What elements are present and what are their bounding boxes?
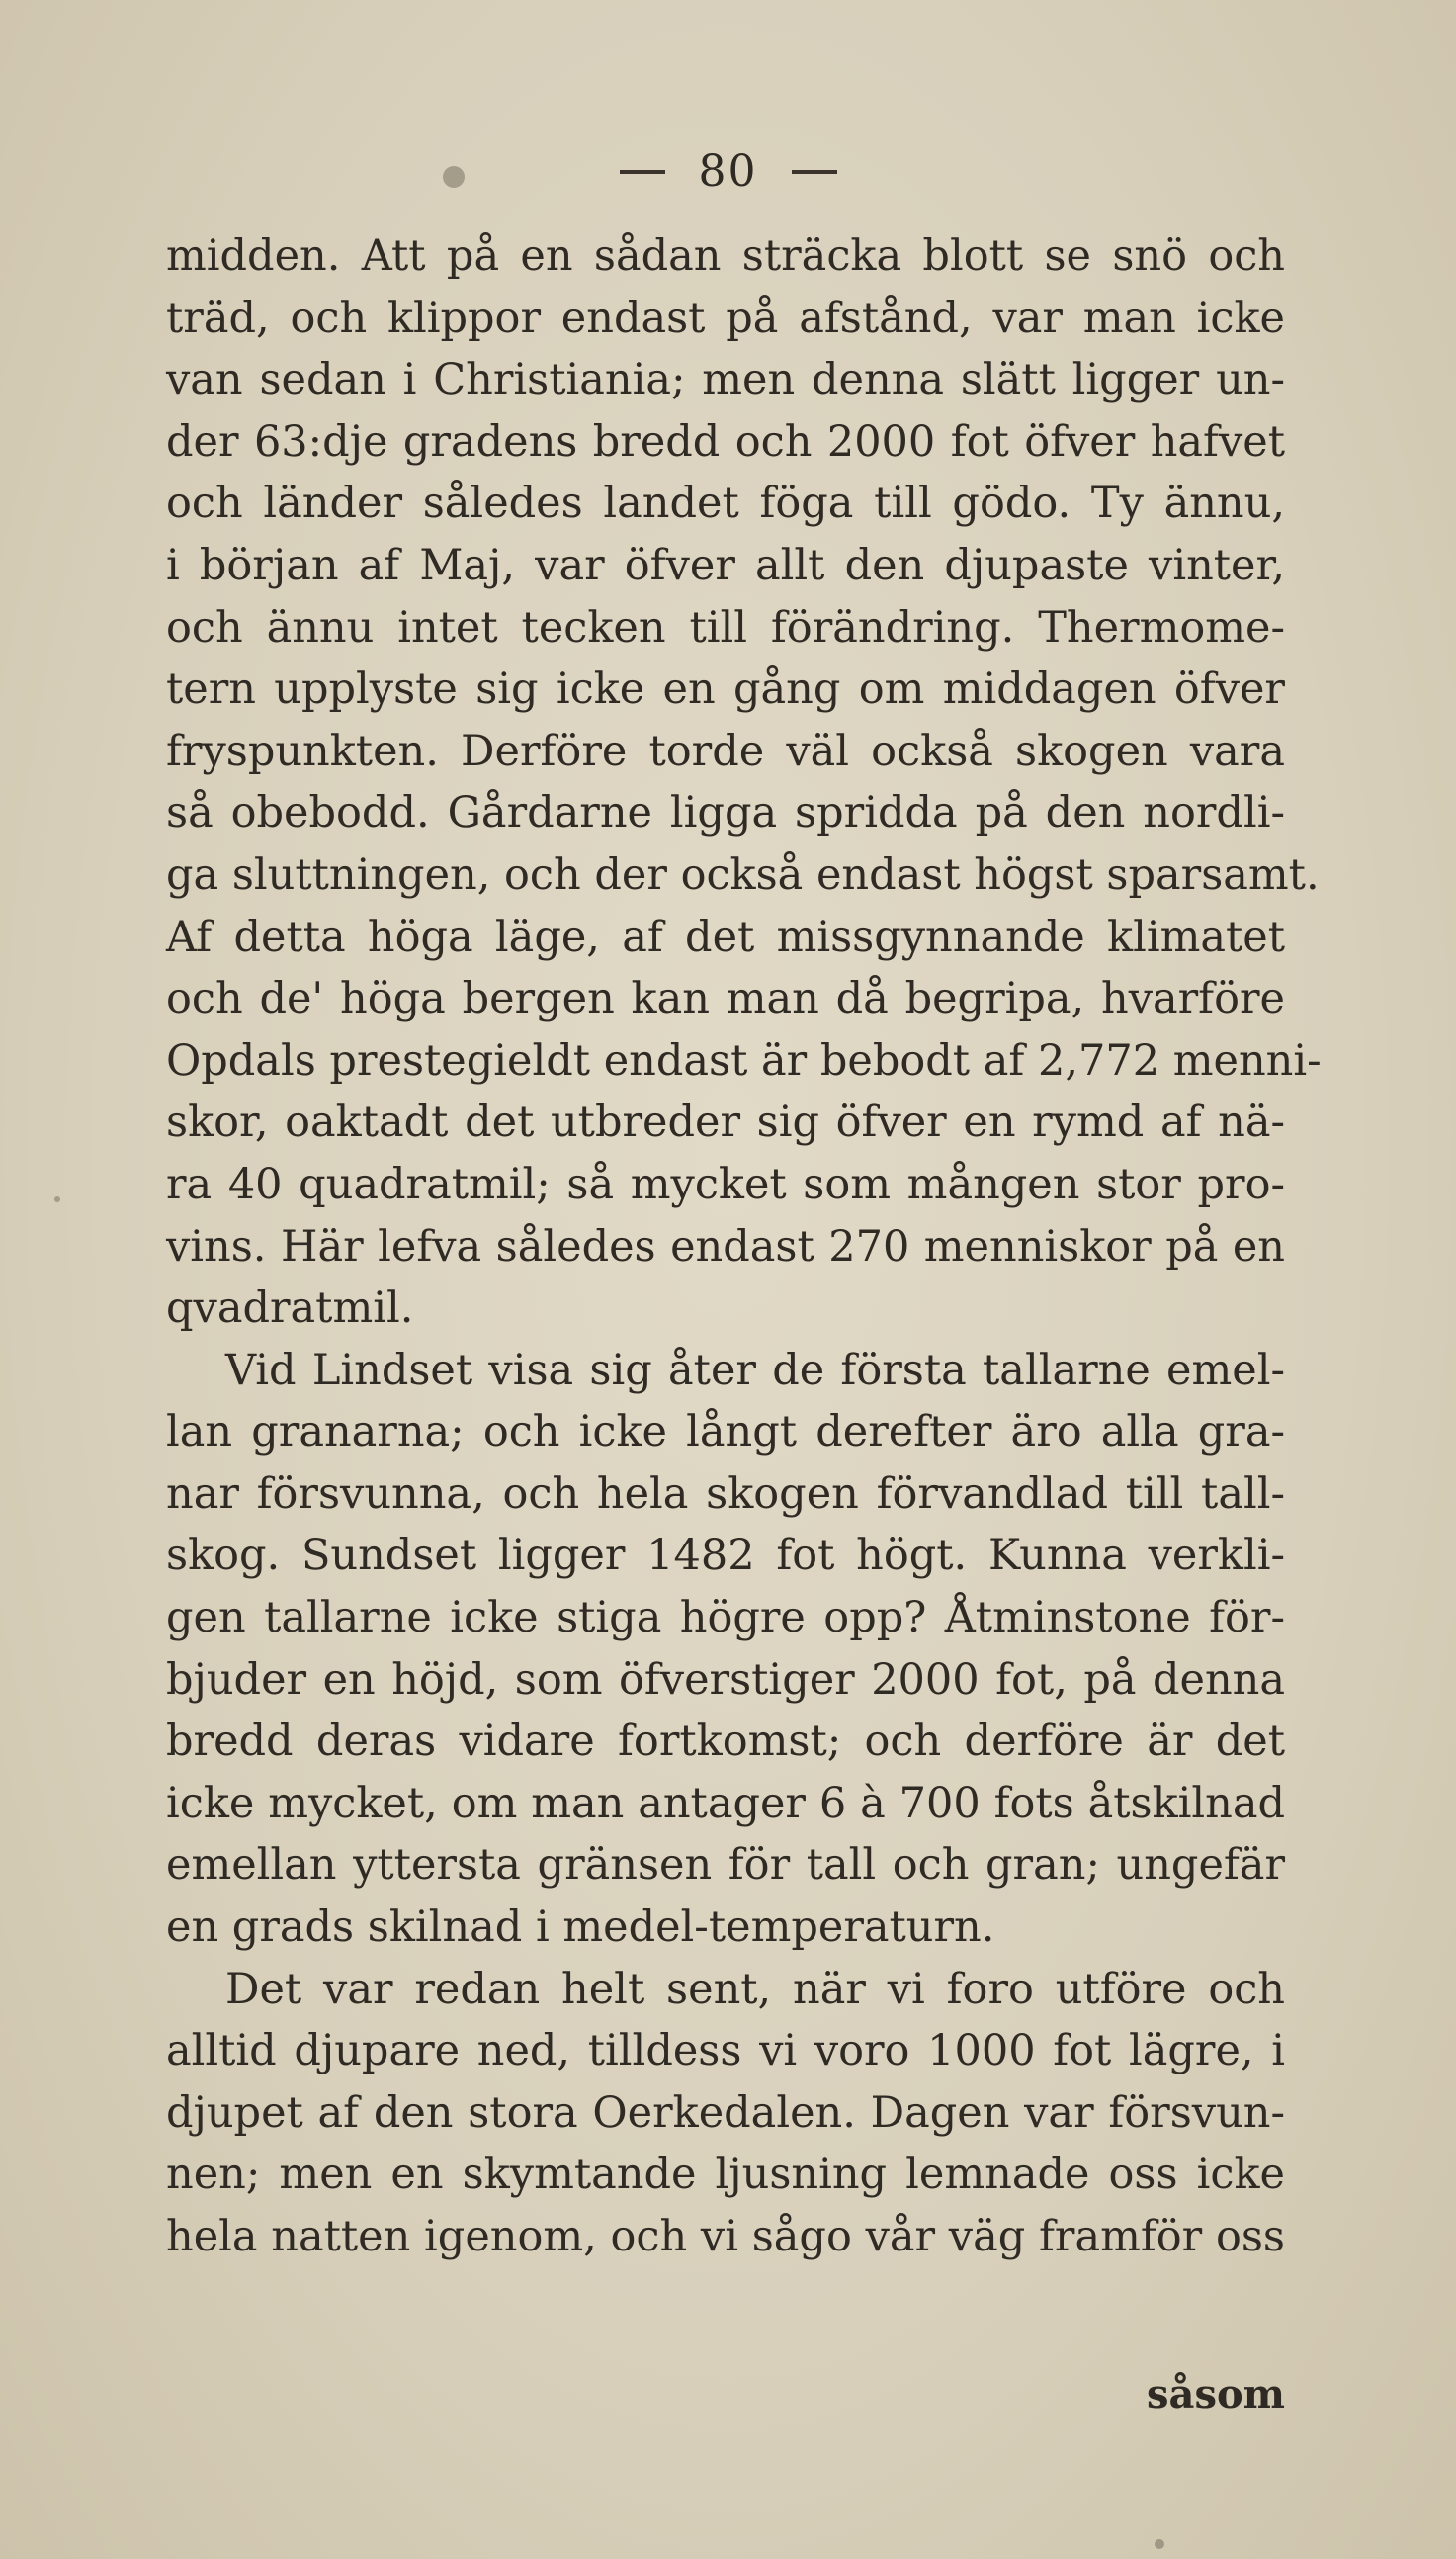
text-line: alltid djupare ned, tilldess vi voro 1000 fot lägre, i [166,2026,1285,2076]
catchword: såsom [1147,2371,1285,2418]
text-line: nar försvunna, och hela skogen förvandlad till tall- [166,1468,1285,1519]
text-line: så obebodd. Gårdarne ligga spridda på den nordli- [166,788,1285,838]
header-dash-left [620,170,665,174]
text-line: och länder således landet föga till gödo. Ty ännu, [166,479,1285,529]
text-line: icke mycket, om man antager 6 à 700 fots åtskilnad [166,1778,1285,1828]
text-line: hela natten igenom, och vi sågo vår väg framför oss [166,2212,1285,2261]
text-line: van sedan i Christiania; men denna slätt ligger un- [166,355,1285,405]
text-line: djupet af den stora Oerkedalen. Dagen var försvun- [166,2087,1285,2138]
body-text [166,225,1322,2268]
paper-speck [443,166,465,188]
text-line: emellan yttersta gränsen för tall och gran; ungefär [166,1840,1285,1891]
text-line: lan granarna; och icke långt derefter äro alla gra- [166,1407,1285,1457]
text-line: i början af Maj, var öfver allt den djupaste vinter, [166,540,1285,590]
text-line: träd, och klippor endast på afstånd, var man icke [166,293,1285,343]
text-line: nen; men en skymtande ljusning lemnade oss icke [166,2150,1285,2200]
text-line: bjuder en höjd, som öfverstiger 2000 fot, på denna [166,1654,1285,1705]
text-line: fryspunkten. Derföre torde väl också skogen vara [166,726,1285,776]
text-line: midden. Att på en sådan sträcka blott se snö och [166,231,1285,281]
text-line: bredd deras vidare fortkomst; och derföre är det [166,1717,1285,1767]
text-line: och ännu intet tecken till förändring. Thermome- [166,602,1285,653]
text-line: ra 40 quadratmil; så mycket som mången stor pro- [166,1159,1285,1209]
text-line: tern upplyste sig icke en gång om middagen öfver [166,664,1285,715]
paper-speck [54,1196,60,1202]
text-line: Det var redan helt sent, när vi foro utföre och [225,1964,1285,2014]
text-line: qvadratmil. [166,1283,414,1334]
text-line: en grads skilnad i medel-temperaturn. [166,1902,995,1953]
page-number: 80 [698,146,758,197]
text-line: Opdals prestegieldt endast är bebodt af 2,772 menni- [166,1035,1322,1086]
text-line: ga sluttningen, och der också endast högst sparsamt. [166,849,1320,900]
text-line: Vid Lindset visa sig åter de första tallarne emel- [225,1345,1285,1395]
header-dash-right [792,170,837,174]
paper-speck [1155,2539,1164,2549]
text-line: gen tallarne icke stiga högre opp? Åtminstone för- [166,1593,1285,1643]
text-line: och de' höga bergen kan man då begripa, hvarföre [166,974,1285,1024]
text-line: skog. Sundset ligger 1482 fot högt. Kunna verkli- [166,1531,1285,1581]
text-line: skor, oaktadt det utbreder sig öfver en rymd af nä- [166,1098,1285,1148]
text-line: der 63:dje gradens bredd och 2000 fot öfver hafvet [166,416,1285,467]
text-line: vins. Här lefva således endast 270 menniskor på en [166,1221,1285,1272]
page-header [0,143,1456,197]
text-line: Af detta höga läge, af det missgynnande klimatet [166,912,1285,962]
